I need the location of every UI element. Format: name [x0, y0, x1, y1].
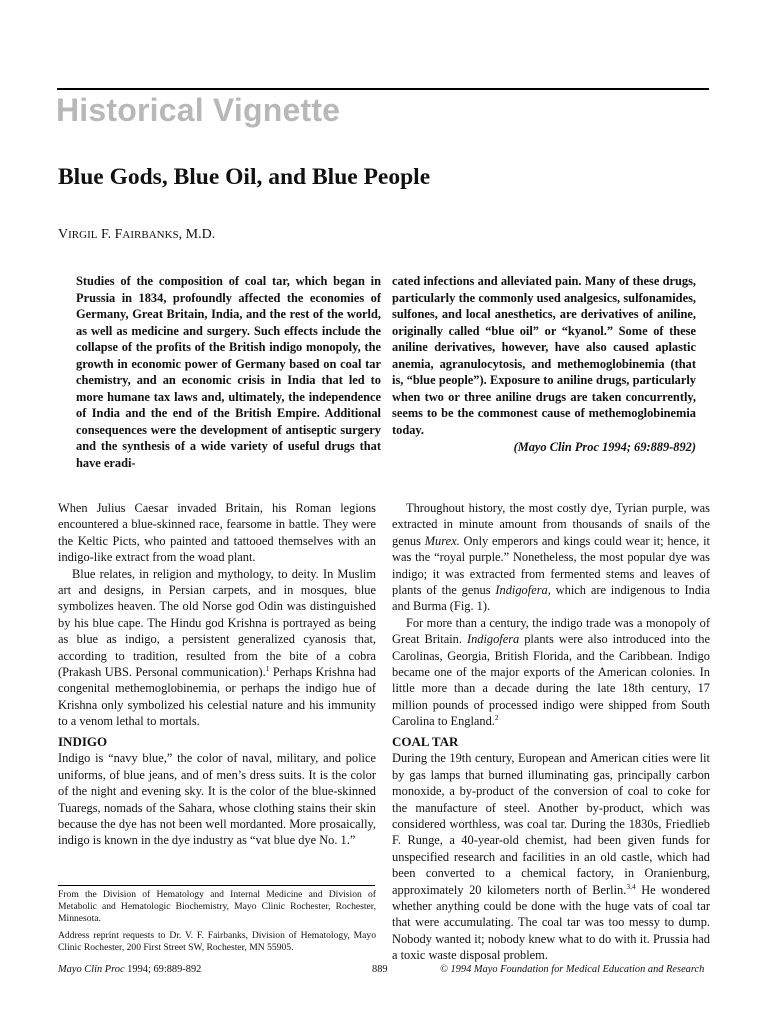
body-column-right [392, 500, 710, 730]
coal-tar-section [392, 734, 710, 964]
author-first-initial: V [58, 227, 69, 242]
footnote-rule [58, 885, 375, 886]
reference-3-4: 3,4 [626, 881, 636, 891]
footer-journal-name: Mayo Clin Proc [58, 964, 125, 975]
genus-indigofera: Indigofera, [495, 583, 551, 598]
reference-2: 2 [494, 713, 499, 723]
article-title: Blue Gods, Blue Oil, and Blue People [58, 164, 431, 190]
paragraph-blue-deity [58, 566, 376, 730]
abstract-right [392, 273, 696, 456]
author-last-initial: F [114, 227, 123, 242]
abstract-citation: (Mayo Clin Proc 1994; 69:889-892) [513, 440, 696, 454]
indigo-section [58, 734, 376, 849]
trade-text-a: For more than a century, the indigo trade was a monopoly of Great Britain. [392, 615, 710, 647]
coal-tar-text-b: He wondered whether anything could be done with the huge vats of coal tar that were accumulating. The coal tar was too messy to dump. Nobody wanted it; nobody knew what to do with it. Prussia had a toxic waste disposal problem. [392, 882, 711, 963]
footnote-reprints: Address reprint requests to Dr. V. F. Fairbanks, Division of Hematology, Mayo Clinic Rochester, 200 First Street SW, Rochester, MN 55905. [58, 930, 376, 953]
paragraph-blue-deity-text: Blue relates, in religion and mythology, to deity. In Muslim art and designs, in Persian carpets, and in mosques, blue symbolizes heaven. The old Norse god Odin was distinguished by his blue cape. The Hindu god Krishna is portrayed as being as blue as indigo, a persistent generalized cyanosis that, according to tradition, resulted from the bite of a cobra (Prakash UBS. Personal communication). [58, 566, 376, 680]
coal-tar-text-a: During the 19th century, European and American cities were lit by gas lamps that burned illuminating gas, principally carbon monoxide, a by-product of the conversion of coal to coke for the manufacture of steel. Another by-product, which was considered worthless, was coal tar. During the 1830s, Friedlieb F. Runge, a 40-year-old chemist, had been given funds for unspecified research and facilities in an old castle, which had been converted to a chemical factory, in Oranienburg, approximately 20 kilometers north of Berlin. [392, 751, 710, 897]
paragraph-indigo: Indigo is “navy blue,” the color of naval, military, and police uniforms, of blue jeans, and of men’s dress suits. It is the color of the night and evening sky. It is the color of the blue-skinned Tuaregs, nomads of the Sahara, whose clothing stains their skin because the dye has not been well mordanted. More prosaically, indigo is known in the dye industry as “vat blue dye No. 1.” [58, 751, 376, 848]
tyrian-text-b: Only emperors and kings could wear it; hence, it was the “royal purple.” Nonetheless, the most popular dye was indigo; it was extracted from fermented stems and leaves of plants of the genus [392, 533, 710, 598]
section-label: Historical Vignette [56, 92, 341, 128]
paragraph-blue-deity-rest: Perhaps Krishna had congenital methemoglobinemia, or perhaps the indigo hue of Krishna only symbolized his celestial nature and his immunity to a venom lethal to mortals. [58, 665, 376, 729]
paragraph-coal-tar [392, 750, 710, 963]
tyrian-text-c: which are indigenous to India and Burma (Fig. 1). [392, 583, 710, 614]
abstract-left: Studies of the composition of coal tar, which began in Prussia in 1834, profoundly affected the economies of Germany, Great Britain, India, and the rest of the world, as well as medicine and surgery. Such effects include the collapse of the profits of the British indigo monopoly, the growth in economic power of Germany based on coal tar chemistry, and an economic crisis in India that led to more humane tax laws and, ultimately, the independence of India and the end of the British Empire. Additional consequences were the development of antiseptic surgery and the synthesis of a wide variety of useful drugs that have eradi- [76, 274, 381, 470]
paragraph-indigo-trade [392, 615, 710, 730]
footer-copyright: © 1994 Mayo Foundation for Medical Education and Research [440, 964, 705, 975]
paragraph-tyrian-purple [392, 500, 710, 615]
author-last-rest: AIRBANKS [122, 229, 179, 241]
footnote-affiliation: From the Division of Hematology and Internal Medicine and Division of Metabolic and Hematologic Biochemistry, Mayo Clinic Rochester, Rochester, Minnesota. [58, 889, 376, 924]
footer-citation: 1994; 69:889-892 [124, 964, 202, 975]
paragraph-caesar: When Julius Caesar invaded Britain, his Roman legions encountered a blue-skinned race, fearsome in battle. They were the Keltic Picts, who painted and tattooed themselves with an indigo-like extract from the woad plant. [58, 501, 376, 565]
genus-murex: Murex. [424, 533, 460, 548]
genus-indigofera-2: Indigofera [466, 632, 520, 647]
author-line [58, 227, 215, 243]
heading-indigo: INDIGO [58, 734, 108, 749]
author-middle: F. [100, 227, 112, 242]
footer-journal [58, 964, 201, 975]
heading-coal-tar: COAL TAR [392, 734, 459, 749]
author-first-rest: IRGIL [68, 229, 98, 241]
top-rule [57, 88, 709, 90]
page-number: 889 [372, 964, 388, 975]
reference-1: 1 [265, 663, 270, 673]
trade-text-b: plants were also introduced into the Carolinas, Georgia, British Florida, and the Caribbean. Indigo became one of the major exports of the American colonies. In little more than a decade during the late 18th century, 17 million pounds of processed indigo were shipped from South Carolina to England. [392, 632, 710, 729]
tyrian-text-a: Throughout history, the most costly dye, Tyrian purple, was extracted in minute amount from thousands of snails of the genus [392, 501, 710, 548]
abstract-right-text: cated infections and alleviated pain. Many of these drugs, particularly the commonly used analgesics, sulfonamides, sulfones, and local anesthetics, are derivatives of aniline, originally called “blue oil” or “kyanol.” Some of these aniline derivatives, however, have also caused aplastic anemia, agranulocytosis, and methemoglobinemia (that is, “blue people”). Exposure to aniline drugs, particularly when two or three aniline drugs are taken concurrently, seems to be the commonest cause of methemoglobinemia today. [392, 274, 696, 437]
body-column-left [58, 500, 376, 730]
author-degree: , M.D. [178, 227, 216, 242]
